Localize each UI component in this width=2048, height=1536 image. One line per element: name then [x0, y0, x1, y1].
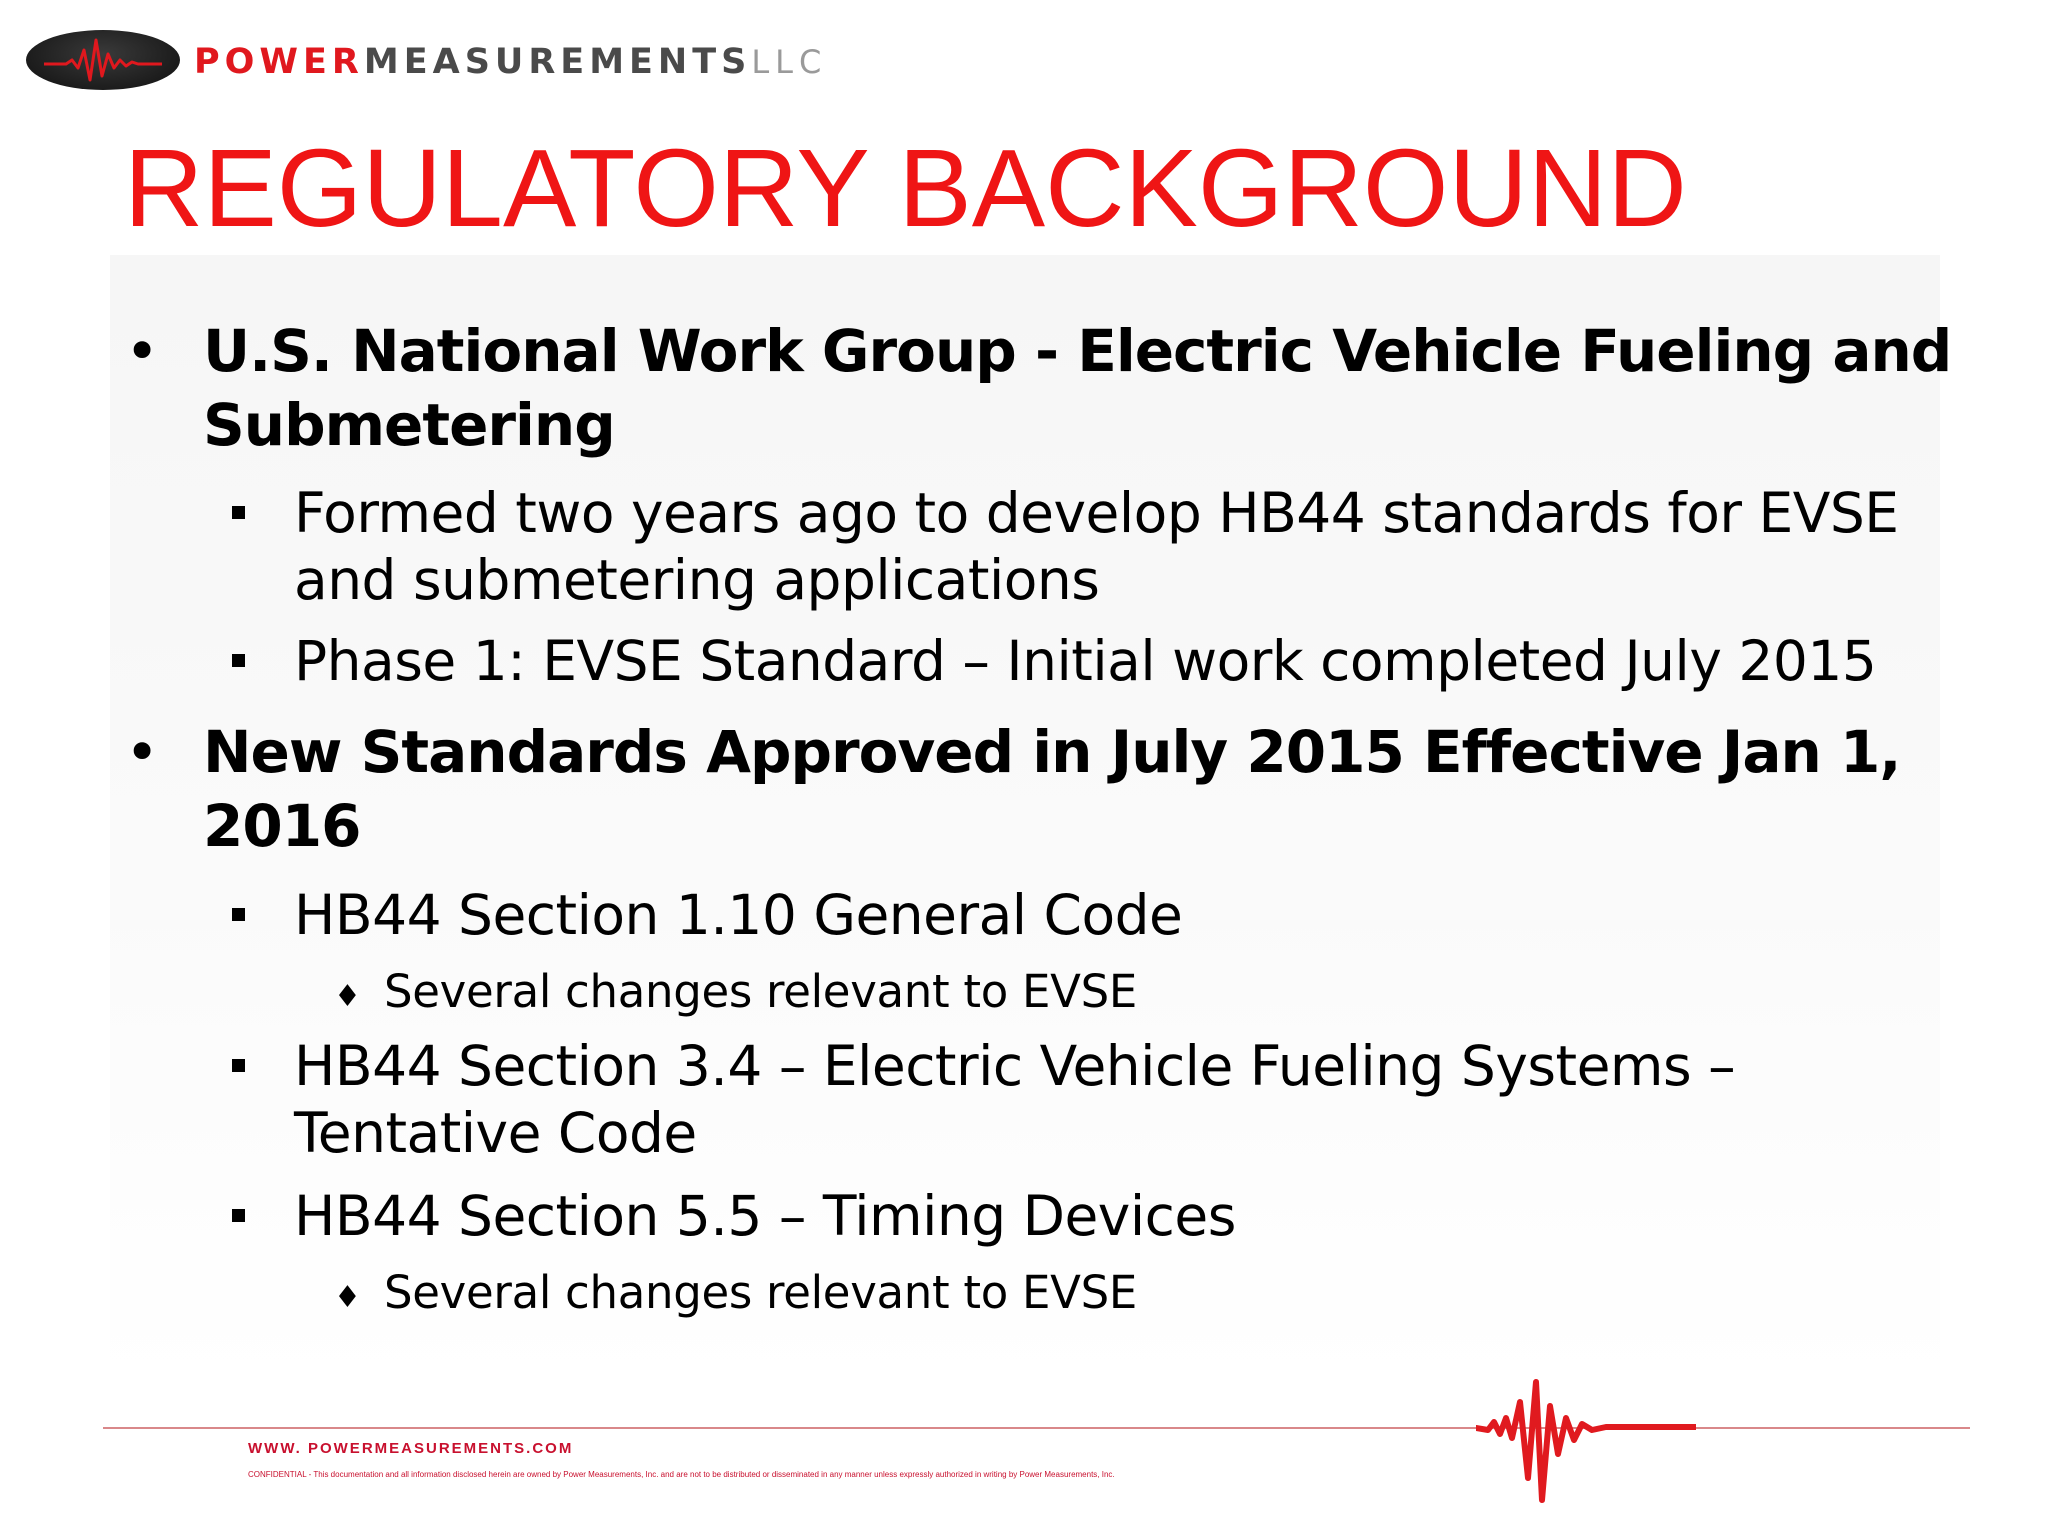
bullet-text: U.S. National Work Group - Electric Vehicle Fueling and Submetering	[203, 317, 1952, 459]
square-bullet-icon	[232, 1209, 245, 1222]
bullet-text: Formed two years ago to develop HB44 standards for EVSE and submetering applications	[294, 481, 1899, 612]
bullet-text: HB44 Section 5.5 – Timing Devices	[294, 1184, 1236, 1248]
bullet-level2-item	[294, 480, 1974, 614]
bullet-level1-item	[125, 314, 1963, 462]
bullet-text: HB44 Section 1.10 General Code	[294, 883, 1183, 947]
bullet-text: Several changes relevant to EVSE	[384, 965, 1137, 1018]
bullet-level2-item	[294, 1183, 1974, 1250]
square-bullet-icon	[232, 1059, 245, 1072]
square-bullet-icon	[232, 654, 245, 667]
logo-measurements-text: MEASUREMENTS	[363, 42, 752, 82]
slide-title: REGULATORY BACKGROUND	[124, 127, 1687, 250]
footer-website-link[interactable]: WWW. POWERMEASUREMENTS.COM	[248, 1440, 574, 1457]
bullet-level2-item	[294, 628, 1974, 695]
waveform-footer-icon	[1476, 1378, 1696, 1508]
diamond-bullet-icon: ♦	[334, 979, 361, 1014]
footer-confidentiality-note: CONFIDENTIAL - This documentation and all information disclosed herein are owned by Power Measurements, Inc. and are not to be distributed or disseminated in any manner unless expressly authorized in writing by Power Measurements, Inc.	[248, 1470, 1115, 1479]
bullet-level1-item	[125, 715, 1963, 863]
square-bullet-icon	[232, 506, 245, 519]
bullet-text: Several changes relevant to EVSE	[384, 1266, 1137, 1319]
bullet-level2-item	[294, 1033, 1974, 1167]
square-bullet-icon	[232, 908, 245, 921]
bullet-text: New Standards Approved in July 2015 Effective Jan 1, 2016	[203, 718, 1901, 860]
bullet-level2-item	[294, 882, 1974, 949]
logo-llc-text: LLC	[751, 43, 828, 81]
bullet-text: Phase 1: EVSE Standard – Initial work completed July 2015	[294, 629, 1877, 693]
round-bullet-icon: •	[125, 718, 159, 786]
bullet-level3-item	[334, 964, 1944, 1020]
diamond-bullet-icon: ♦	[334, 1280, 361, 1315]
round-bullet-icon: •	[125, 317, 159, 385]
bullet-text: HB44 Section 3.4 – Electric Vehicle Fueling Systems – Tentative Code	[294, 1034, 1736, 1165]
logo-power-text: POWER	[194, 42, 364, 82]
bullet-level3-item	[334, 1265, 1944, 1321]
